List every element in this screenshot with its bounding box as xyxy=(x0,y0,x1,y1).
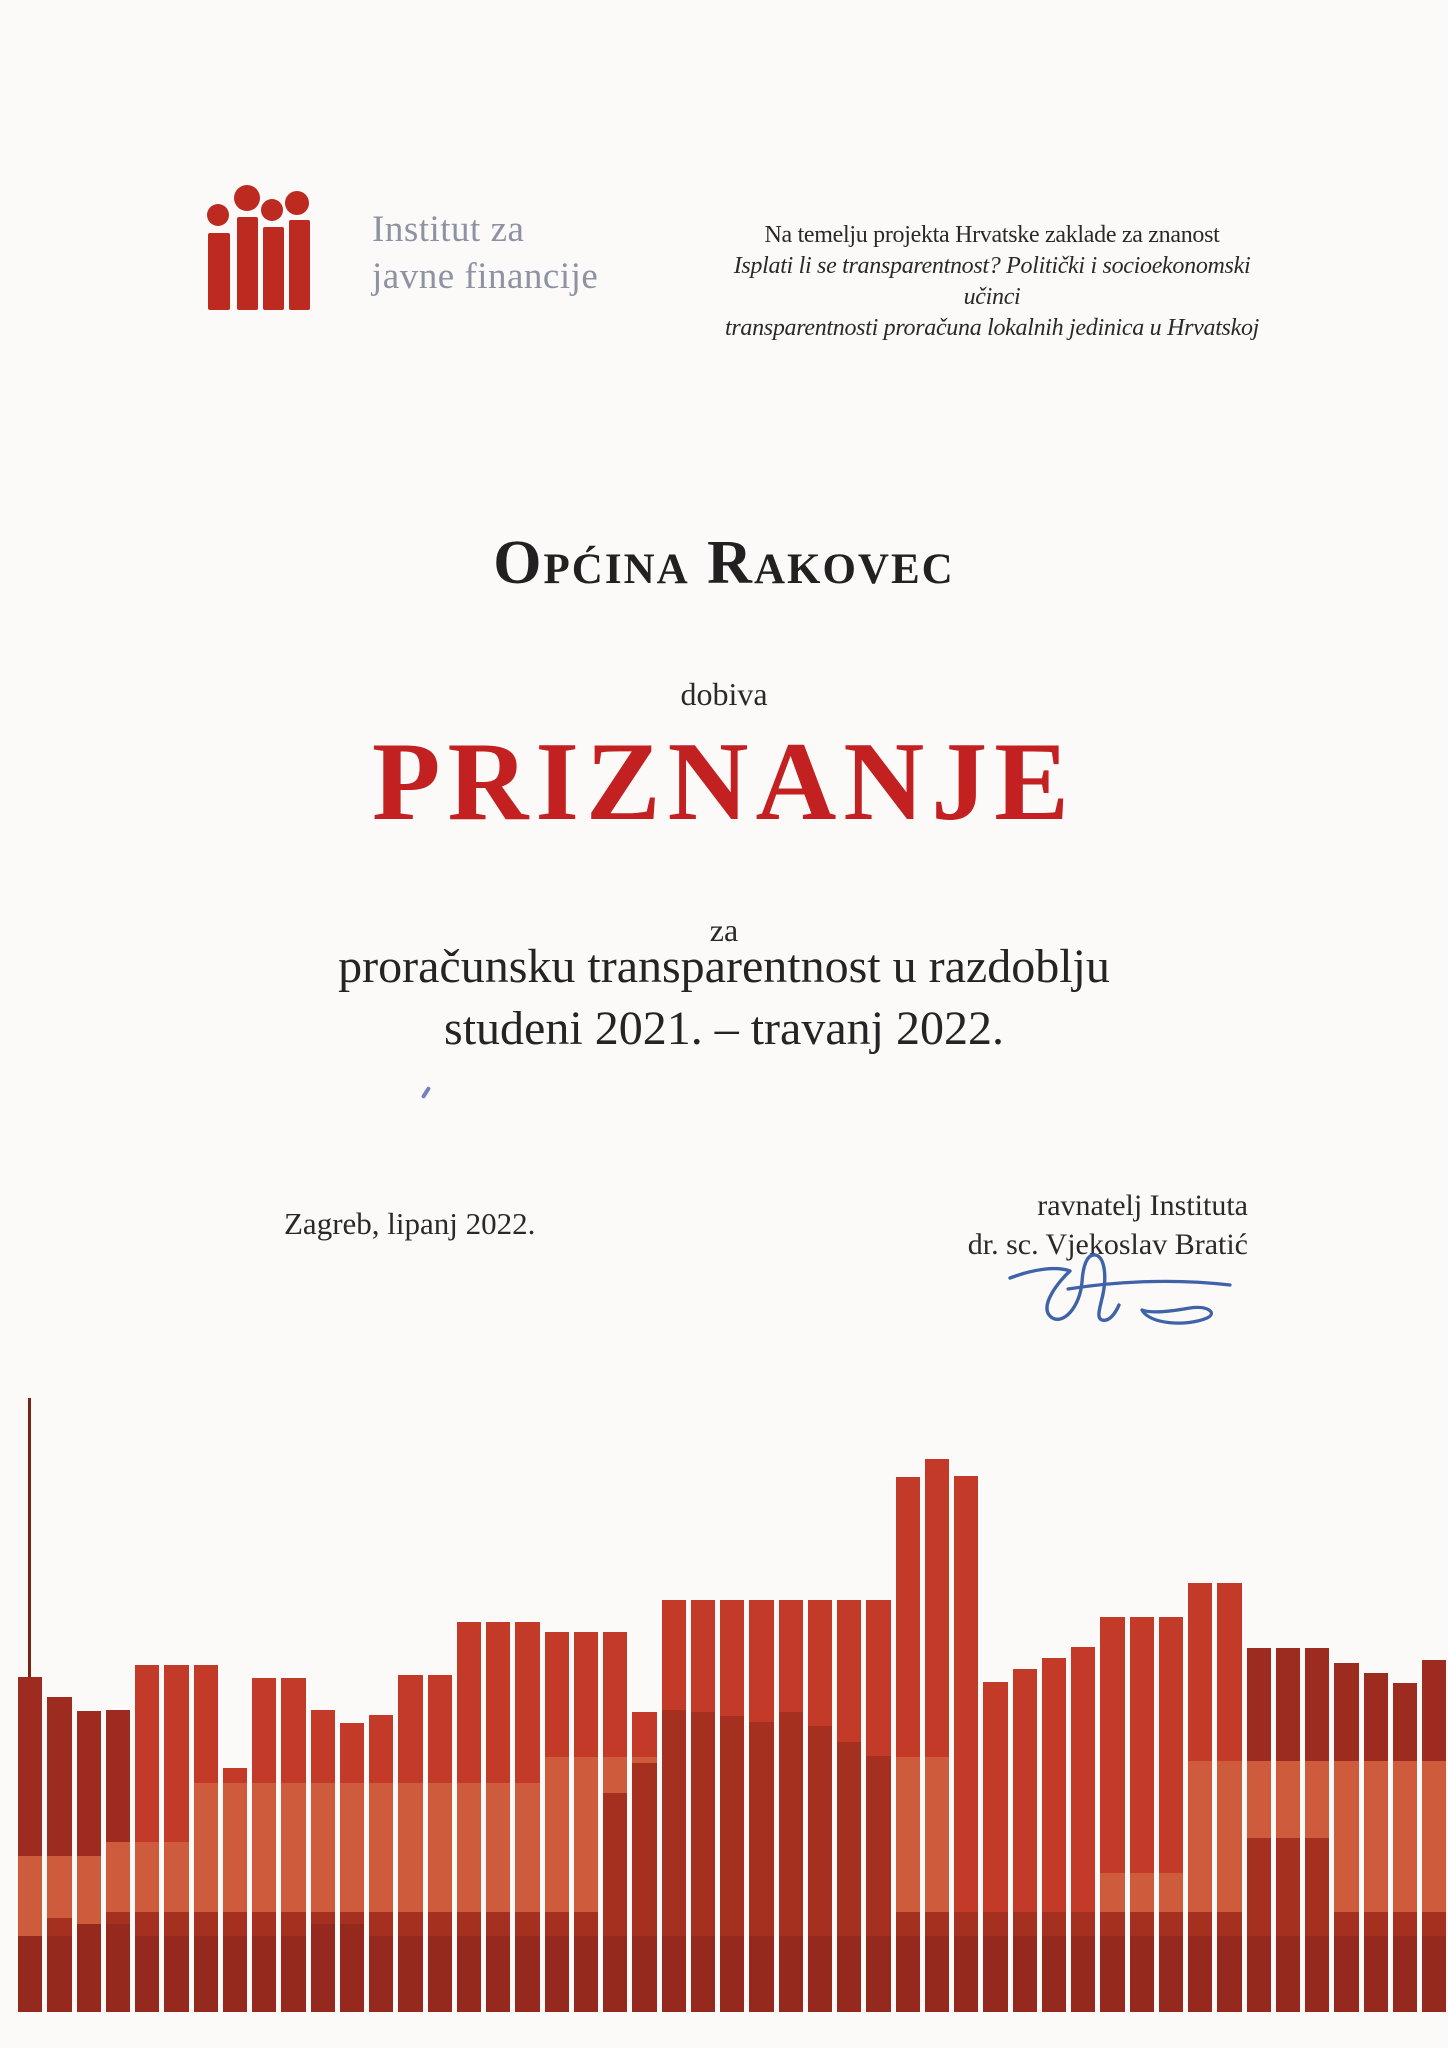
deco-bar xyxy=(866,1936,890,2012)
deco-bar xyxy=(925,1936,949,2012)
logo-dot xyxy=(207,204,229,226)
signature-scribble-icon xyxy=(1002,1244,1240,1336)
deco-bar xyxy=(808,1936,832,2012)
logo-dot xyxy=(234,185,260,211)
deco-bar xyxy=(457,1936,481,2012)
deco-bar xyxy=(1130,1936,1154,2012)
deco-bar xyxy=(896,1936,920,2012)
deco-bar xyxy=(1334,1936,1358,2012)
deco-bar xyxy=(1188,1936,1212,2012)
deco-bar xyxy=(106,1924,130,2012)
project-note-line2: Isplati li se transparentnost? Politički i socioekonomski učinci xyxy=(733,253,1251,310)
signer-role: ravnatelj Instituta xyxy=(1037,1189,1248,1222)
deco-bar xyxy=(749,1936,773,2012)
institute-name-line2: javne financije xyxy=(372,256,599,297)
deco-bar xyxy=(632,1936,656,2012)
stray-pen-mark xyxy=(421,1086,431,1099)
deco-bar xyxy=(1013,1936,1037,2012)
deco-bar xyxy=(1364,1936,1388,2012)
recipient-name: Općina Rakovec xyxy=(493,529,955,597)
deco-bar xyxy=(252,1936,276,2012)
dobiva-text: dobiva xyxy=(680,676,768,712)
deco-bar xyxy=(691,1936,715,2012)
logo-bar xyxy=(208,233,230,310)
deco-bar xyxy=(428,1936,452,2012)
deco-bar xyxy=(954,1936,978,2012)
project-note xyxy=(712,220,1272,344)
logo-dot xyxy=(261,199,283,221)
deco-bar xyxy=(398,1936,422,2012)
deco-bar xyxy=(77,1924,101,2012)
deco-bar xyxy=(194,1936,218,2012)
deco-bar xyxy=(1042,1936,1066,2012)
deco-bar xyxy=(662,1936,686,2012)
institute-name-line1: Institut za xyxy=(372,209,525,250)
deco-bar xyxy=(311,1924,335,2012)
deco-bar xyxy=(1422,1936,1446,2012)
project-note-line1: Na temelju projekta Hrvatske zaklade za znanost xyxy=(764,222,1220,248)
deco-bar xyxy=(164,1936,188,2012)
deco-bar-skyline xyxy=(18,1427,1446,2012)
logo-bar xyxy=(289,220,310,310)
deco-bar xyxy=(223,1936,247,2012)
place-date: Zagreb, lipanj 2022. xyxy=(284,1206,536,1241)
deco-bar xyxy=(1217,1936,1241,2012)
award-reason-line1: proračunsku transparentnost u razdoblju xyxy=(338,940,1110,993)
deco-bar xyxy=(1276,1936,1300,2012)
za-text: za xyxy=(709,912,739,948)
logo-dot xyxy=(285,191,309,215)
logo-bar xyxy=(263,227,284,310)
deco-bar xyxy=(779,1936,803,2012)
deco-bar xyxy=(603,1936,627,2012)
deco-bar xyxy=(983,1936,1007,2012)
deco-bar xyxy=(47,1936,71,2012)
institute-name xyxy=(372,206,598,300)
deco-bar xyxy=(281,1936,305,2012)
award-reason-line2: studeni 2021. – travanj 2022. xyxy=(444,1002,1004,1055)
deco-bar xyxy=(340,1924,364,2012)
deco-bar xyxy=(486,1936,510,2012)
deco-bar xyxy=(369,1936,393,2012)
deco-bar xyxy=(1305,1936,1329,2012)
deco-bar xyxy=(720,1936,744,2012)
deco-bar xyxy=(1247,1936,1271,2012)
deco-bar xyxy=(515,1936,539,2012)
project-note-line3: transparentnosti proračuna lokalnih jedinica u Hrvatskoj xyxy=(724,315,1260,341)
deco-bar xyxy=(1100,1936,1124,2012)
logo-bar xyxy=(237,217,258,310)
ijf-people-bars-logo-icon xyxy=(196,180,326,312)
signer-name: dr. sc. Vjekoslav Bratić xyxy=(967,1228,1248,1261)
deco-bar xyxy=(574,1936,598,2012)
deco-bar xyxy=(545,1936,569,2012)
award-title: PRIZNANJE xyxy=(372,720,1076,844)
deco-bar xyxy=(1393,1936,1417,2012)
deco-layer-base-row xyxy=(18,1427,1446,2012)
deco-bar xyxy=(18,1936,42,2012)
deco-bar xyxy=(1071,1936,1095,2012)
award-reason xyxy=(0,936,1448,1060)
deco-bar xyxy=(1159,1936,1183,2012)
deco-bar xyxy=(837,1936,861,2012)
deco-bar xyxy=(135,1936,159,2012)
